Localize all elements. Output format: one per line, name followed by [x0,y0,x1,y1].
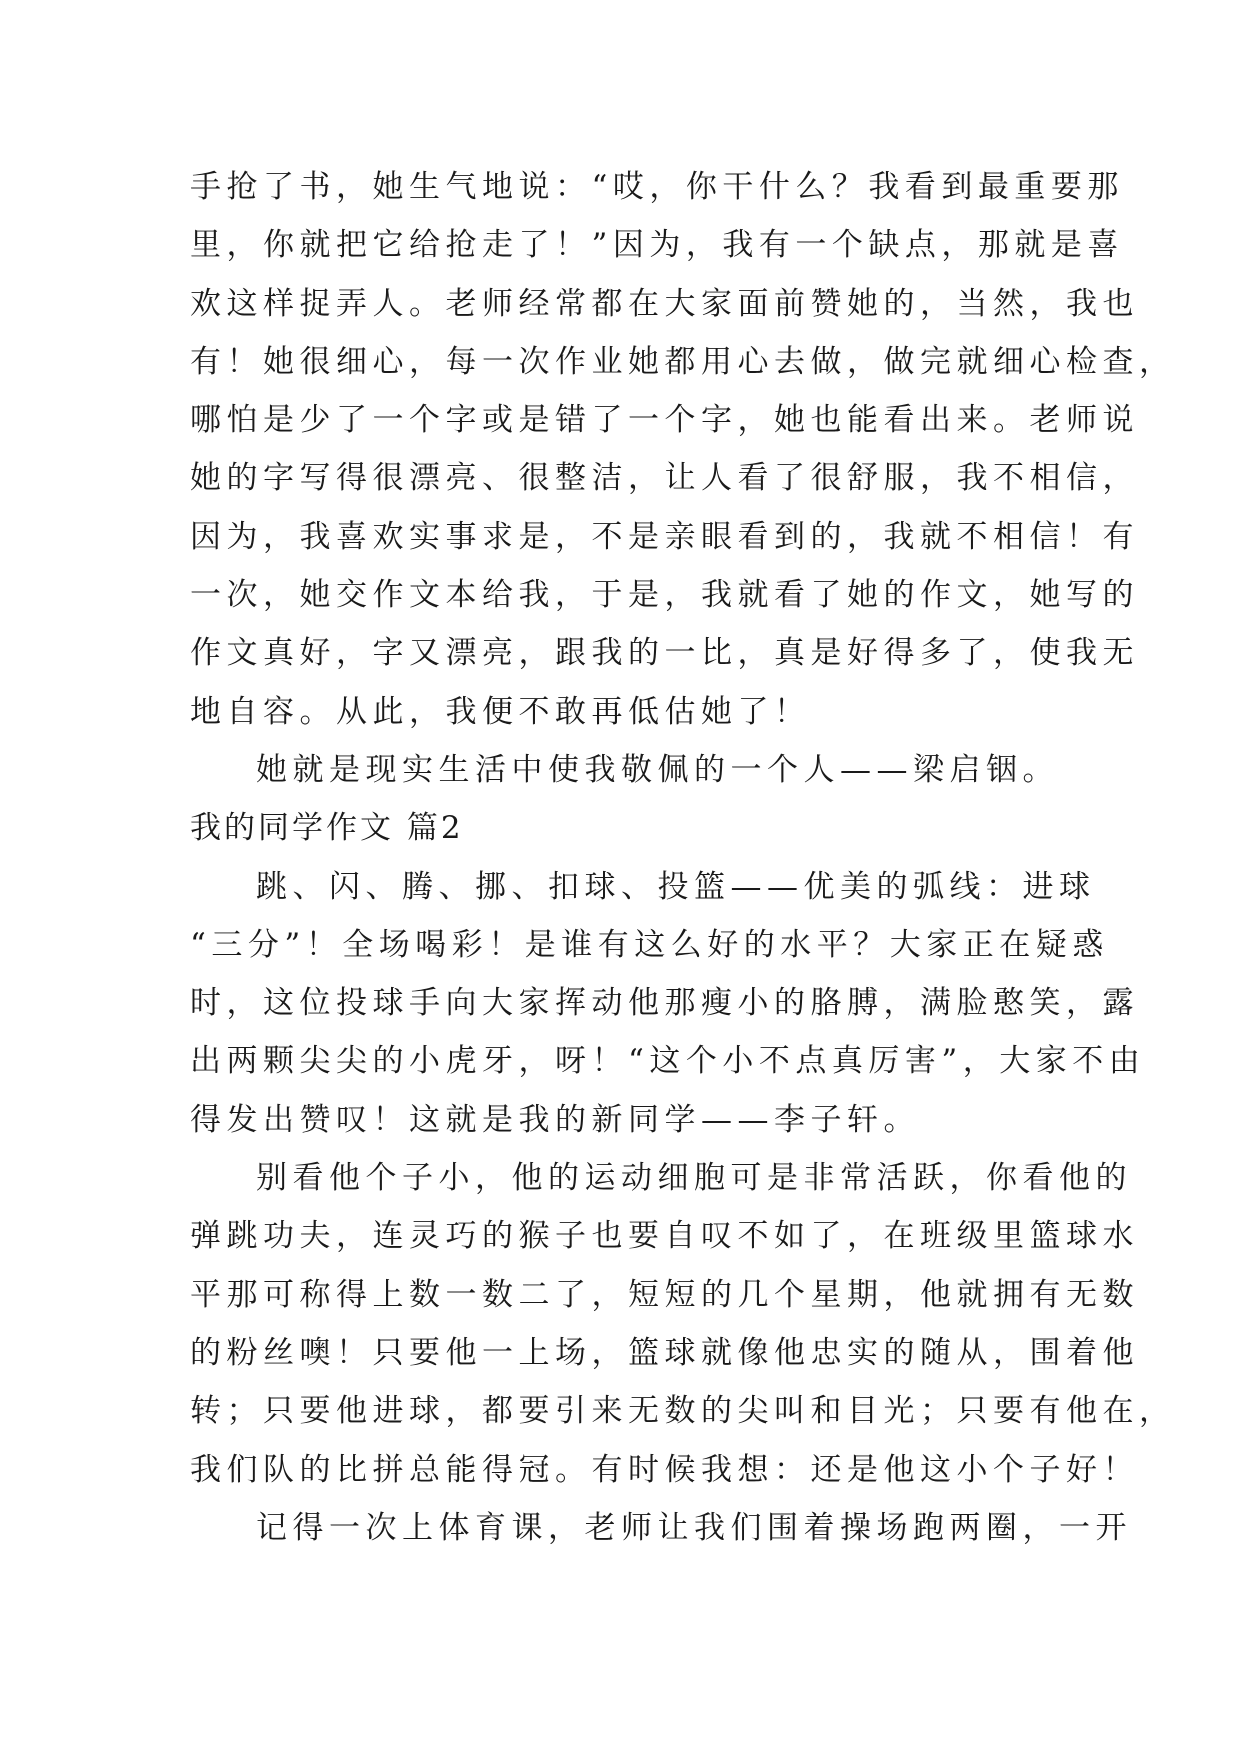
paragraph-first-line: 记得一次上体育课，老师让我们围着操场跑两圈，一开 [256,1509,1132,1546]
paragraph-first-line: 别看他个子小，他的运动细胞可是非常活跃，你看他的 [256,1160,1132,1197]
text-line: 平那可称得上数一数二了，短短的几个星期，他就拥有无数 [190,1276,1139,1313]
text-line: 手抢了书，她生气地说：“哎，你干什么？我看到最重要那 [190,169,1124,205]
text-line: 弹跳功夫，连灵巧的猴子也要自叹不如了，在班级里篮球水 [190,1218,1139,1255]
text-line: 地自容。从此，我便不敢再低估她了！ [190,693,811,730]
text-line: 哪怕是少了一个字或是错了一个字，她也能看出来。老师说 [190,402,1139,439]
text-line: 因为，我喜欢实事求是，不是亲眼看到的，我就不相信！有 [190,518,1139,555]
text-line: 的粉丝噢！只要他一上场，篮球就像他忠实的随从，围着他 [190,1334,1139,1371]
text-line: 有！她很细心，每一次作业她都用心去做，做完就细心检查， [190,343,1176,380]
text-line: 出两颗尖尖的小虎牙，呀！“这个小不点真厉害”，大家不由 [190,1043,1146,1080]
essay-body [190,158,1176,1557]
text-line: 一次，她交作文本给我，于是，我就看了她的作文，她写的 [190,577,1139,614]
section-heading: 我的同学作文 篇2 [190,810,464,847]
paragraph-first-line: 跳、闪、腾、挪、扣球、投篮——优美的弧线：进球 [256,868,1096,905]
paragraph-first-line: 她就是现实生活中使我敬佩的一个人——梁启铟。 [256,751,1059,788]
text-line: 她的字写得很漂亮、很整洁，让人看了很舒服，我不相信， [190,460,1139,497]
text-line: 欢这样捉弄人。老师经常都在大家面前赞她的，当然，我也 [190,285,1139,322]
text-line: 时，这位投球手向大家挥动他那瘦小的胳膊，满脸憨笑，露 [190,985,1139,1022]
text-line: “三分”！全场喝彩！是谁有这么好的水平？大家正在疑惑 [190,926,1109,963]
text-line: 转；只要他进球，都要引来无数的尖叫和目光；只要有他在， [190,1393,1176,1430]
text-line: 里，你就把它给抢走了！”因为，我有一个缺点，那就是喜 [190,227,1124,264]
text-line: 得发出赞叹！这就是我的新同学——李子轩。 [190,1101,920,1138]
text-line: 我们队的比拼总能得冠。有时候我想：还是他这小个子好！ [190,1451,1139,1488]
text-line: 作文真好，字又漂亮，跟我的一比，真是好得多了，使我无 [190,635,1139,672]
